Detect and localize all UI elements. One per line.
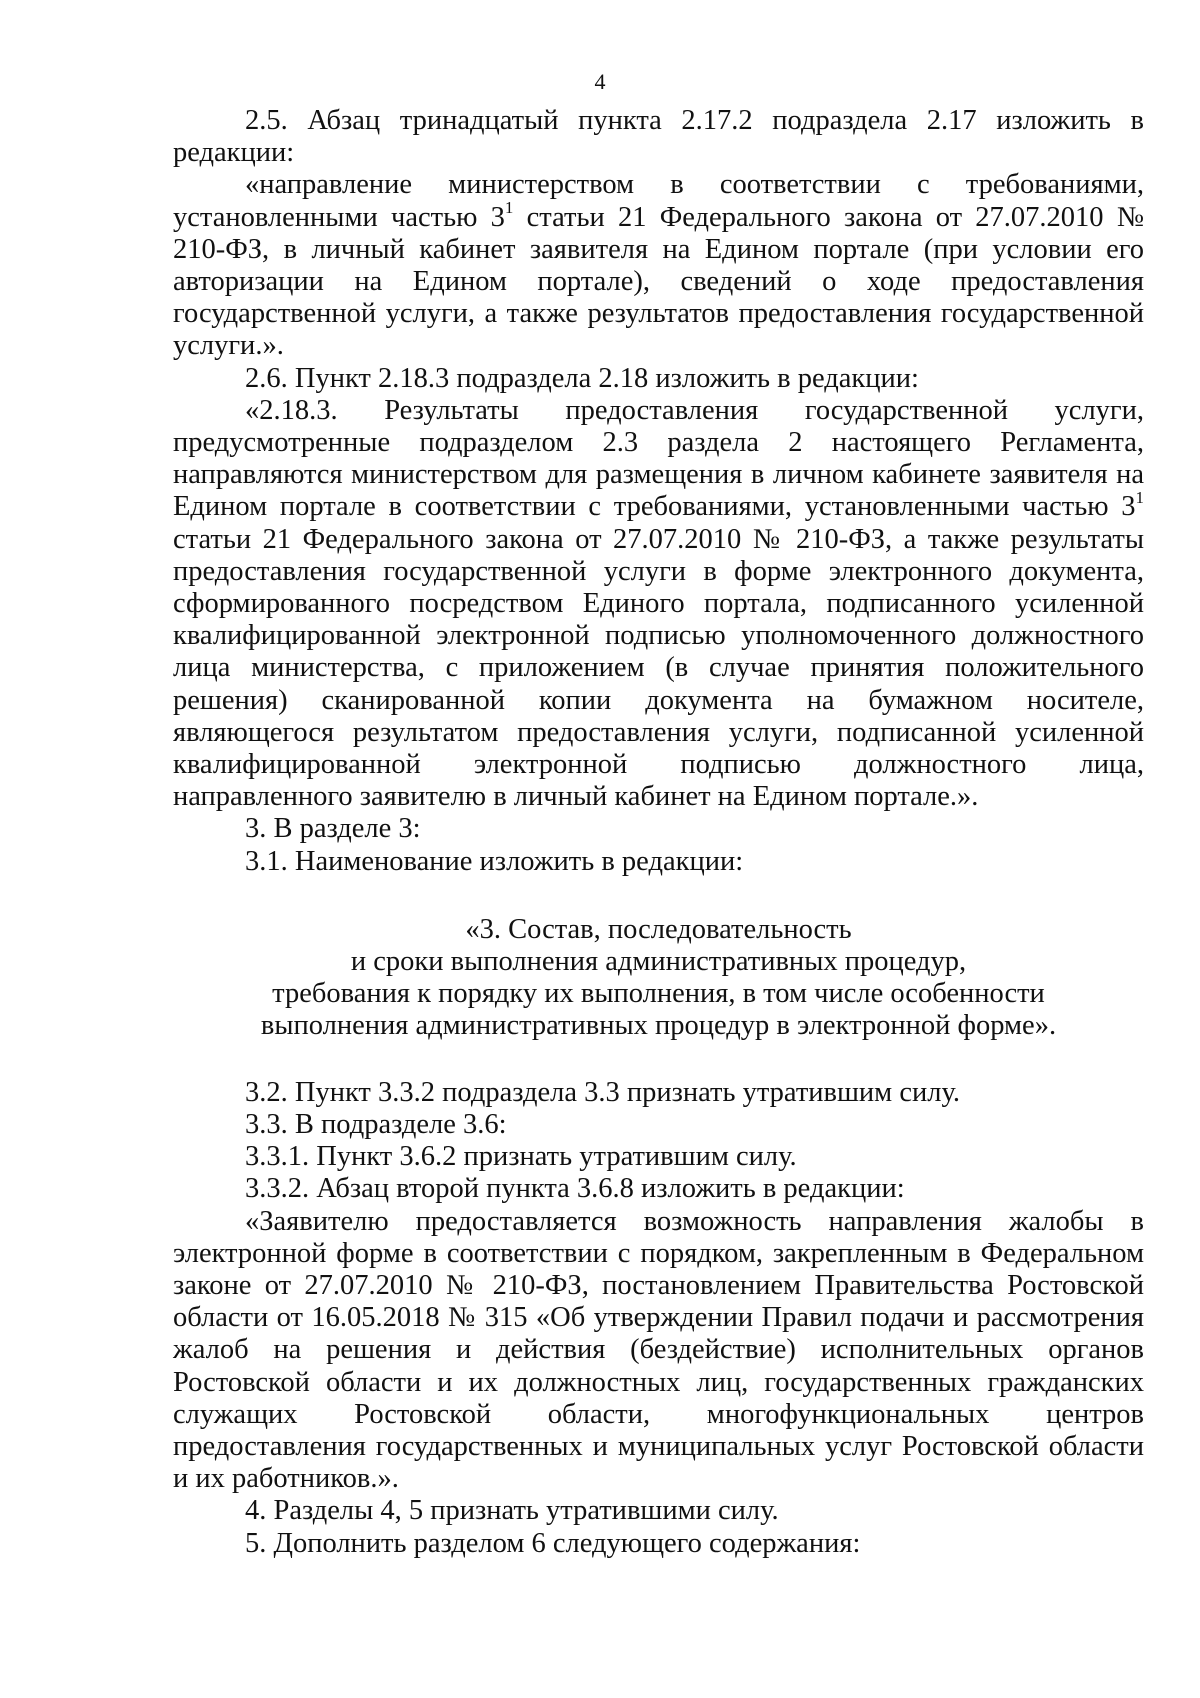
- paragraph-text: «направление министерством в соответствии с требованиями, установленными частью 3: [173, 169, 1144, 233]
- paragraph-3-2: 3.2. Пункт 3.3.2 подраздела 3.3 признать утратившим силу.: [245, 1076, 960, 1108]
- paragraph-text: статьи 21 Федерального закона от 27.07.2010 № 210-ФЗ, а также результаты предоставления государственной услуги в форме электронного документа, сформированного посредством Единого портала, подписанного усиленной квалифицированной электронной подписью уполномоченного должностного лица министерства, с приложением (в случае принятия положительного решения) сканированной копии документа на бумажном носителе, являющегося результатом предоставления услуги, подписанной усиленной квалифицированной электронной подписью должностного лица, направленного заявителю в личный кабинет на Едином портале.».: [173, 523, 1144, 813]
- paragraph-text: статьи 21 Федерального закона от 27.07.2010 № 210-ФЗ, в личный кабинет заявителя на Едином портале (при условии его авторизации на Едином портале), сведений о ходе предоставления государственной услуги, а также результатов предоставления государственной услуги.».: [173, 201, 1145, 362]
- paragraph-2-18-3-quote: [173, 395, 1144, 814]
- page-number: 4: [594, 69, 606, 94]
- superscript: 1: [1135, 487, 1144, 507]
- paragraph-2-6: 2.6. Пункт 2.18.3 подраздела 2.18 изложить в редакции:: [245, 362, 919, 394]
- paragraph-5: 5. Дополнить разделом 6 следующего содержания:: [245, 1527, 861, 1559]
- heading-line: выполнения административных процедур в электронной форме».: [260, 1010, 1057, 1042]
- section-heading: [173, 914, 1144, 1043]
- paragraph-3-1: 3.1. Наименование изложить в редакции:: [245, 845, 744, 877]
- paragraph-text: «2.18.3. Результаты предоставления государственной услуги, предусмотренные подразделом 2.3 раздела 2 настоящего Регламента, направляются министерством для размещения в личном кабинете заявителя на Едином портале в соответствии с требованиями, установленными частью 3: [173, 394, 1144, 523]
- paragraph-2-5: 2.5. Абзац тринадцатый пункта 2.17.2 подраздела 2.17 изложить в редакции:: [173, 105, 1144, 169]
- paragraph-4: 4. Разделы 4, 5 признать утратившими силу.: [245, 1495, 779, 1527]
- paragraph-3-3-2: 3.3.2. Абзац второй пункта 3.6.8 изложить в редакции:: [245, 1173, 905, 1205]
- heading-line: требования к порядку их выполнения, в том числе особенности: [272, 978, 1045, 1010]
- heading-line: «3. Состав, последовательность: [465, 913, 852, 945]
- paragraph-3-3-1: 3.3.1. Пункт 3.6.2 признать утратившим силу.: [245, 1141, 797, 1173]
- paragraph-3: 3. В разделе 3:: [245, 813, 421, 845]
- paragraph-3-3: 3.3. В подразделе 3.6:: [245, 1108, 507, 1140]
- paragraph-complaint-quote: «Заявителю предоставляется возможность направления жалобы в электронной форме в соответствии с порядком, закрепленным в Федеральном законе от 27.07.2010 № 210-ФЗ, постановлением Правительства Ростовской области от 16.05.2018 № 315 «Об утверждении Правил подачи и рассмотрения жалоб на решения и действия (бездействие) исполнительных органов Ростовской области и их должностных лиц, государственных гражданских служащих Ростовской области, многофункциональных центров предоставления государственных и муниципальных услуг Ростовской области и их работников.».: [173, 1205, 1144, 1495]
- heading-line: и сроки выполнения административных процедур,: [350, 946, 967, 978]
- document-body: [173, 105, 1144, 1560]
- paragraph-2-5-quote: [173, 169, 1144, 362]
- superscript: 1: [504, 198, 514, 218]
